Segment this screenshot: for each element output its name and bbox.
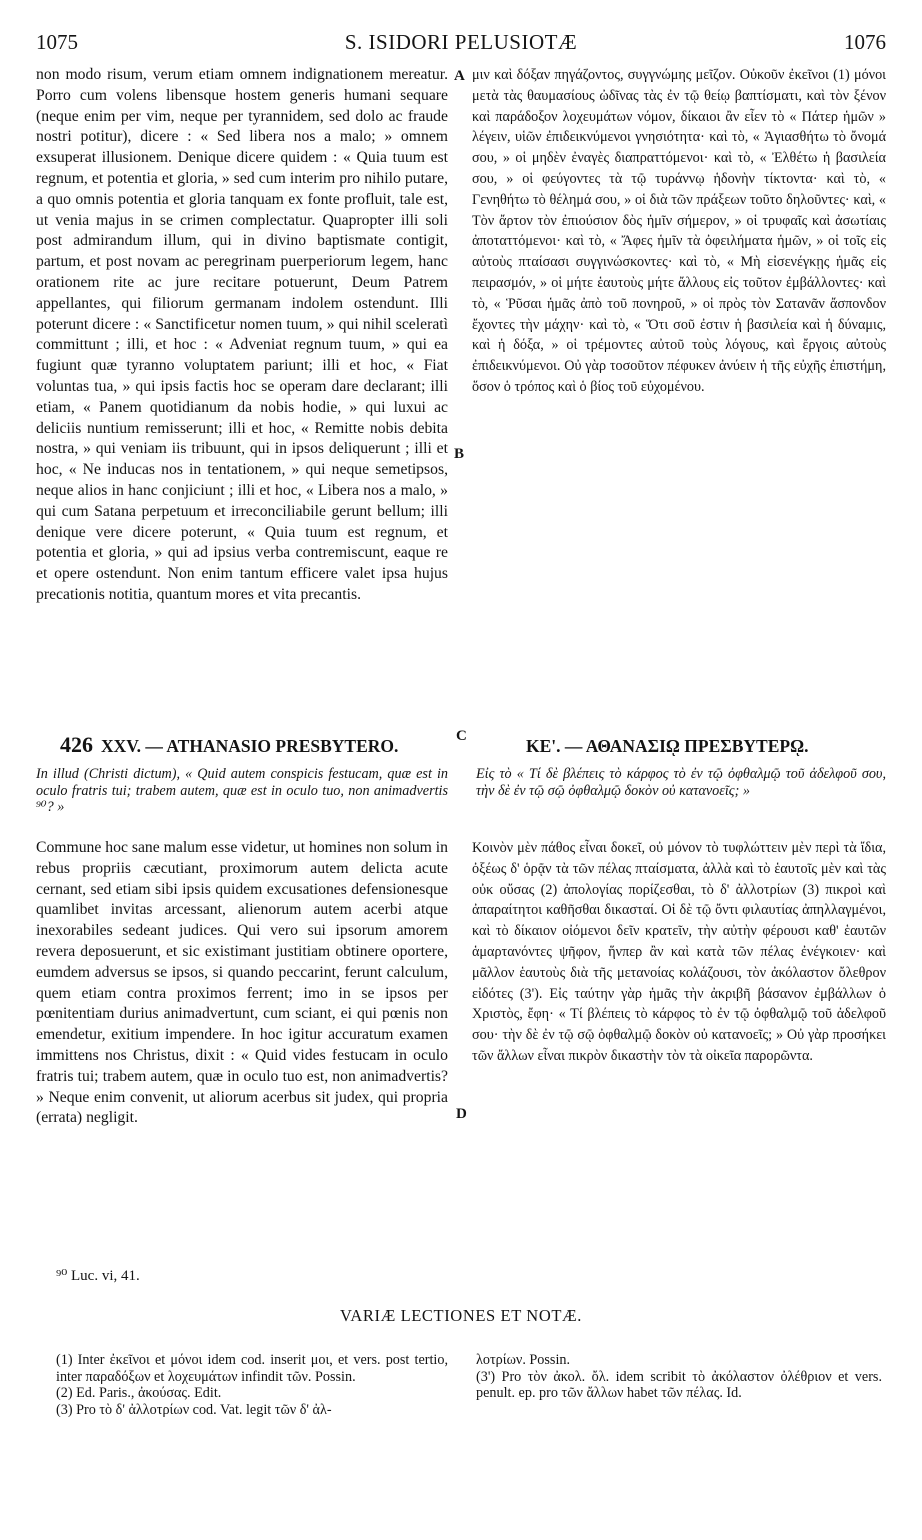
note-item: (3') Pro τὸν ἀκολ. ὄλ. idem scribit τὸ ἀκόλαστον ὀλέθριον et vers. penult. ep. pro τῶν ἄλλων habet τῶν πέλας. Id. (476, 1368, 882, 1401)
margin-marker-b: B (454, 446, 465, 462)
epistle-number: 426 (60, 732, 93, 757)
greek-paragraph-top: μιν καὶ δόξαν πηγάζοντος, συγγνώμης μεῖζον. Οὐκοῦν ἐκεῖνοι (1) μόνοι μετὰ τὰς θαυμασίους ὠδῖνας τὰς ἐν τῷ θείῳ βαπτίσματι, καὶ τὸν ξένον καὶ παράδοξον λοχευμάτων νόμον, δίκαιοι ἂν εἶεν τὸ « Πάτερ ἡμῶν » λέγειν, υἱῶν ἐπιδεικνύμενοι γνησιότητα· καὶ τὸ, « Ἁγιασθήτω τὸ ὄνομά σου, » οἱ μηδὲν ἐναγὲς διαπραττόμενοι· καὶ τὸ, « Ἐλθέτω ἡ βασιλεία σου, » οἱ φεύγοντες τὰ τῷ τυράννῳ ἡδονὴν τίκτοντα· καὶ τὸ, « Γενηθήτω τὸ θέλημά σου, » οἱ διὰ τῶν πράξεων τοῦτο δηλοῦντες· καὶ, « Τὸν ἄρτον τὸν ἐπιούσιον δὸς ἡμῖν σήμερον, » οἱ τρυφαῖς καὶ ἀσωτίαις ἀποταττόμενοι· καὶ τὸ, « Ἄφες ἡμῖν τὰ ὀφειλήματα ἡμῶν, » οἱ τοῖς εἰς αὐτοὺς πταίσασι συγγινώσκοντες· καὶ τὸ, « Μὴ εἰσενέγκῃς ἡμᾶς εἰς πειρασμόν, » οἱ μήτε ἑαυτοὺς μήτε ἄλλους εἰς τοῦτον ἐμβάλλοντες· καὶ τὸ, « Ῥῦσαι ἡμᾶς ἀπὸ τοῦ πονηροῦ, » οἱ πρὸς τὸν Σατανᾶν ἄσπονδον ἔχοντες τὴν μάχην· καὶ τὸ, « Ὅτι σοῦ ἐστιν ἡ βασιλεία καὶ ἡ δύναμις, καὶ ἡ δόξα, » οἱ τρέμοντες αὐτοῦ τοὺς λόγους, καὶ ἔργοις αὐτοὺς ἐπιδεικνύμενοι. Οὐ γὰρ τοσοῦτον πέφυκεν ἀνύειν ἡ τῆς εὐχῆς ἐπιστήμη, ὅσον ὁ τρόπος καὶ ὁ βίος τοῦ εὐχομένου. (472, 67, 886, 395)
left-page-number: 1075 (36, 30, 78, 54)
latin-paragraph-top: non modo risum, verum etiam omnem indignationem mereatur. Porro cum volens libensque hostem generis humani sequare (neque enim per vim, neque per tyrannidem, sed dolo ac fraude nostri potitur), dicere : « Sed libera nos a malo; » omnem exsuperat illusionem. Denique dicere quidem : « Quia tuum est regnum, et potentia et gloria, » sed cum interim pro nihilo putare, a quo omnis potentia et gloria tanquam ex fonte profluit, tale est, ut venia majus in se crimen complectatur. Quapropter illi soli post admirandum illum, qui in divino baptismate contigit, partum, et post novam ac peregrinam puerperiorum legem, hanc orationem rite ac jure recitare potuerunt, Deum Patrem appellantes, qui filiorum germanam indolem ostendunt. Illi poterunt dicere : « Sanctificetur nomen tuum, » qui nihil sceleratì committunt ; illi, et hoc : « Adveniat regnum tuum, » qui ea fugiunt quæ tyranno voluptatem pariunt; illi et hoc, « Fiat voluntas tua, » qui ipsis factis hoc se operam dare declarant; illi etiam, « Panem quotidianum da nobis hodie, » qui luxui ac deliciis nuntium remisserunt; illi et hoc, « Remitte nobis debita nostra, » qui veniam iis tribuunt, qui in ipsos deliquerunt ; illi et hoc, « Ne inducas nos in tentationem, » qui neque semetipsos, neque alios in hanc conjiciunt ; illi et hoc, « Libera nos a malo, » qui cum Satana perpetuum et irreconciliabile gerunt bellum; illi denique vere dicere poterunt, « Quia tuum est regnum, et potentia et gloria, » qui ad ipsius verba contremiscunt, eaque re et opere ostendunt. Non enim tantum efficere valet ipsa hujus precationis notitia, quantum mores et vita precantis. (36, 66, 448, 603)
latin-subtitle: In illud (Christi dictum), « Quid autem conspicis festucam, quæ est in oculo fratris tui; trabem autem, quæ est in oculo tuo, non animadvertis ⁹⁰? » (36, 766, 448, 815)
running-title: S. ISIDORI PELUSIOTÆ (344, 30, 578, 54)
notes-right-column (476, 1352, 882, 1402)
note-item: λοτρίων. Possin. (476, 1352, 571, 1368)
footnote: ⁹⁰ Luc. vi, 41. (56, 1268, 140, 1284)
note-item: (3) Pro τὸ δ' ἀλλοτρίων cod. Vat. legit τῶν δ' ἀλ- (56, 1401, 332, 1418)
latin-paragraph-epistle: Commune hoc sane malum esse videtur, ut homines non solum in rebus propriis cæcutiant, proximorum autem delicta acute cernant, sed etiam sibi ipsis quidem excusationes defensionesque quamlibet invitas arcessant, alienorum autem acerbi atque inexorabiles sedeant judices. Qui vero sui ipsorum amorem revera deposuerunt, et sic existimant justitiam obtinere oportere, eumdem adversus se ipsos, si quando peccarint, ferunt calculum, quem etiam contra proximos ferrent; imo in se ipsos per pœnitentiam durius animadvertunt, cum sciant, ei qui pœnis non emendetur, exitium impendere. In hoc igitur accuratum examen immittens nos Christus, dixit : « Quid vides festucam in oculo fratris tui; trabem autem, quæ in oculo tuo est, non animadvertis? » Neque enim convenit, ut aliorum acerbus sit judex, qui propria (errata) negligit. (36, 839, 448, 1127)
variae-lectiones-title: VARIÆ LECTIONES ET NOTÆ. (339, 1306, 583, 1325)
right-page-number: 1076 (844, 30, 886, 54)
running-header (36, 30, 886, 60)
note-item: (1) Inter ἐκεῖνοι et μόνοι idem cod. inserit μοι, et vers. post tertio, inter παραδόξων et λοχευμάτων infindit τῶν. Possin. (56, 1352, 448, 1385)
notes-left-column (56, 1352, 448, 1418)
latin-epistle-title: 426 XXV. — ATHANASIO PRESBYTERO. (60, 732, 399, 757)
greek-paragraph-epistle: Κοινὸν μὲν πάθος εἶναι δοκεῖ, οὐ μόνον τὸ τυφλώττειν μὲν περὶ τὰ ἴδια, ὀξέως δ' ὁρᾷν τὰ τῶν πέλας πταίσματα, ἀλλὰ καὶ τὸ ἑαυτοῖς μὲν καὶ τὰς οὐκ οὔσας (2) ἀπολογίας πορίζεσθαι, τὸ δ' ἀλλοτρίων (3) πικροὶ καὶ ἀπαραίτητοι καθῆσθαι δικασταί. Οἱ δὲ τῷ ὄντι φιλαυτίας ἀπηλλαγμένοι, καὶ τὸ δίκαιον οἰόμενοι δεῖν κρατεῖν, τὴν αὐτὴν φέρουσι καθ' ἑαυτῶν ἁμαρτανόντες ψῆφον, ἥνπερ ἂν καὶ κατὰ τῶν πέλας ἐνέγκοιεν· καὶ μᾶλλον ἑαυτοὺς διὰ τῆς μετανοίας κολάζουσι, τὸν ἀκόλαστον ὄλεθρον εἰδότες (3'). Εἰς ταύτην γὰρ ἡμᾶς τὴν ἀκριβῆ βάσανον ἐμβάλλων ὁ Χριστὸς, ἔφη· « Τί βλέπεις τὸ κάρφος τὸ ἐν τῷ ὀφθαλμῷ τοῦ ἀδελφοῦ σου· τὴν δὲ ἐν τῷ σῷ ὀφθαλμῷ δοκὸν οὐ κατανοεῖς; » Οὐ γὰρ προσήκει τῶν ἄλλων εἶναι πικρὸν δικαστὴν τὸν τὰ οἰκεῖα παρορῶντα. (472, 840, 886, 1064)
greek-epistle-title: ΚΕ'. — ΑΘΑΝΑΣΙῼ ΠΡΕΣΒΥΤΕΡῼ. (526, 736, 809, 756)
greek-subtitle: Εἰς τὸ « Τί δὲ βλέπεις τὸ κάρφος τὸ ἐν τῷ ὀφθαλμῷ τοῦ ἀδελφοῦ σου, τὴν δὲ ἐν τῷ σῷ ὀφθαλμῷ δοκὸν οὐ κατανοεῖς; » (476, 766, 886, 799)
greek-column-top (472, 65, 886, 585)
greek-column-epistle (472, 838, 886, 1238)
latin-column-epistle (36, 838, 448, 1238)
margin-marker-d: D (456, 1106, 467, 1122)
latin-column-top (36, 65, 448, 603)
note-item: (2) Ed. Paris., ἀκούσας. Edit. (56, 1385, 222, 1401)
margin-marker-c: C (456, 728, 467, 744)
margin-marker-a: A (454, 68, 465, 84)
